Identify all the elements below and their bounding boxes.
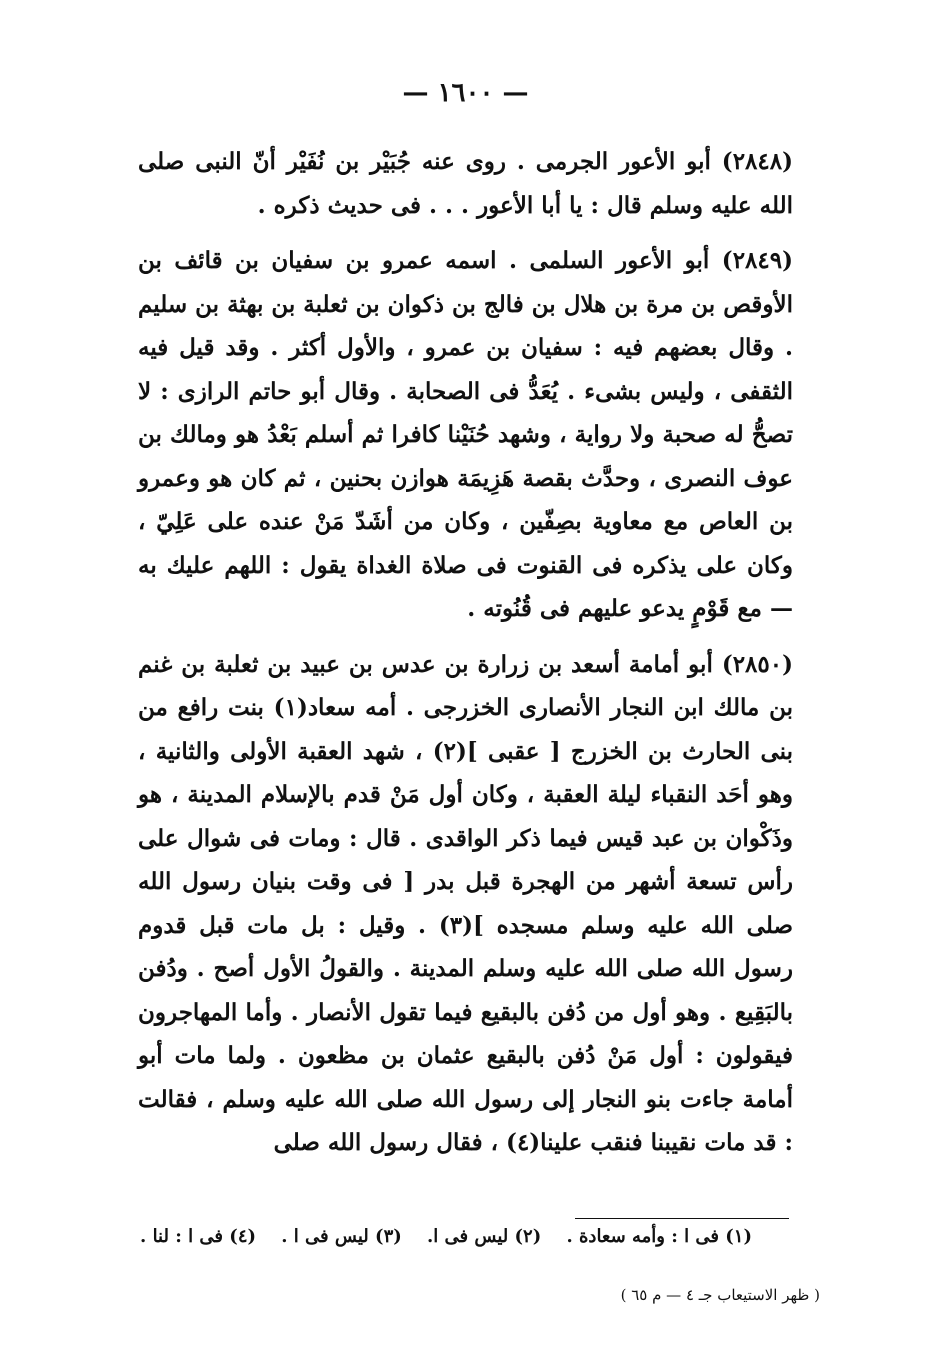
signature-mark: ( ظهر الاستيعاب جـ ٤ — م ٦٥ )	[620, 1286, 820, 1304]
footnote-1: (١) فى ا : وأمه سعادة .	[566, 1226, 752, 1247]
entry-2849	[138, 239, 793, 631]
entry-number: (٢٨٤٩)	[721, 247, 793, 274]
footnote-4: (٤) فى ا : لنا .	[140, 1226, 257, 1247]
footnote-3: (٣) ليس فى ا .	[281, 1226, 402, 1247]
entry-2848	[138, 140, 793, 227]
page-body	[138, 140, 793, 1177]
entry-number: (٢٨٥٠)	[721, 650, 794, 678]
footnotes	[140, 1226, 752, 1247]
footnote-2: (٢) ليس فى ا.	[426, 1226, 542, 1247]
entry-text: أبو أمامة أسعد بن زرارة بن عدس بن عبيد بن ثعلبة بن غنم بن مالك ابن النجار الأنصارى الخزرجى . أمه سعاد(١) بنت رافع من بنى الحارث بن الخزرج [ عقبى ](٢) ، شهد العقبة الأولى والثانية ، وهو أحَد النقباء ليلة العقبة ، وكان أول مَنْ قدم بالإسلام المدينة ، هو وذَكْوان بن عبد قيس فيما ذكر الواقدى . قال : ومات فى شوال على رأس تسعة أشهر من الهجرة قبل بدر [ فى وقت بنيان رسول الله صلى الله عليه وسلم مسجده ](٣) . وقيل : بل مات قبل قدوم رسول الله صلى الله عليه وسلم المدينة . والقولُ الأول أصح . ودُفن بالبَقِيع . وهو أول من دُفن بالبقيع فيما تقول الأنصار . وأما المهاجرون فيقولون : أول مَنْ دُفن بالبقيع عثمان بن مظعون . ولما مات أبو أمامة جاءت بنو النجار إلى رسول الله صلى الله عليه وسلم ، فقالت : قد مات نقيبنا فنقب علينا(٤) ، فقال رسول الله صلى	[138, 650, 793, 1156]
entry-2850	[138, 643, 793, 1165]
entry-text: أبو الأعور الجرمى . روى عنه جُبَيْر بن نُفَيْر أنّ النبى صلى الله عليه وسلم قال : يا أبا الأعور . . . فى حديث ذكره .	[138, 148, 793, 219]
entry-text: أبو الأعور السلمى . اسمه عمرو بن سفيان بن قائف بن الأوقص بن مرة بن هلال بن فالج بن ذكوان بن ثعلبة بن بهثة بن سليم . وقال بعضهم فيه : سفيان بن عمرو ، والأول أكثر . وقد قيل فيه الثقفى ، وليس بشىء . يُعَدُّ فى الصحابة . وقال أبو حاتم الرازى : لا تصحُّ له صحبة ولا رواية ، وشهد حُنَيْنا كافرا ثم أسلم بَعْدُ هو ومالك بن عوف النصرى ، وحدَّث بقصة هَزِيمَة هوازن بحنين ، ثم كان هو وعمرو بن العاص مع معاوية بصِفّين ، وكان من أشَدّ مَنْ عنده على عَلِيّ ، وكان على يذكره فى القنوت فى صلاة الغداة يقول : اللهم عليك به — مع قَوْمٍ يدعو عليهم فى قُنُوته .	[138, 247, 793, 622]
page-number: — ١٦٠٠ —	[402, 78, 529, 108]
entry-number: (٢٨٤٨)	[721, 148, 793, 175]
footnote-divider	[575, 1218, 789, 1219]
